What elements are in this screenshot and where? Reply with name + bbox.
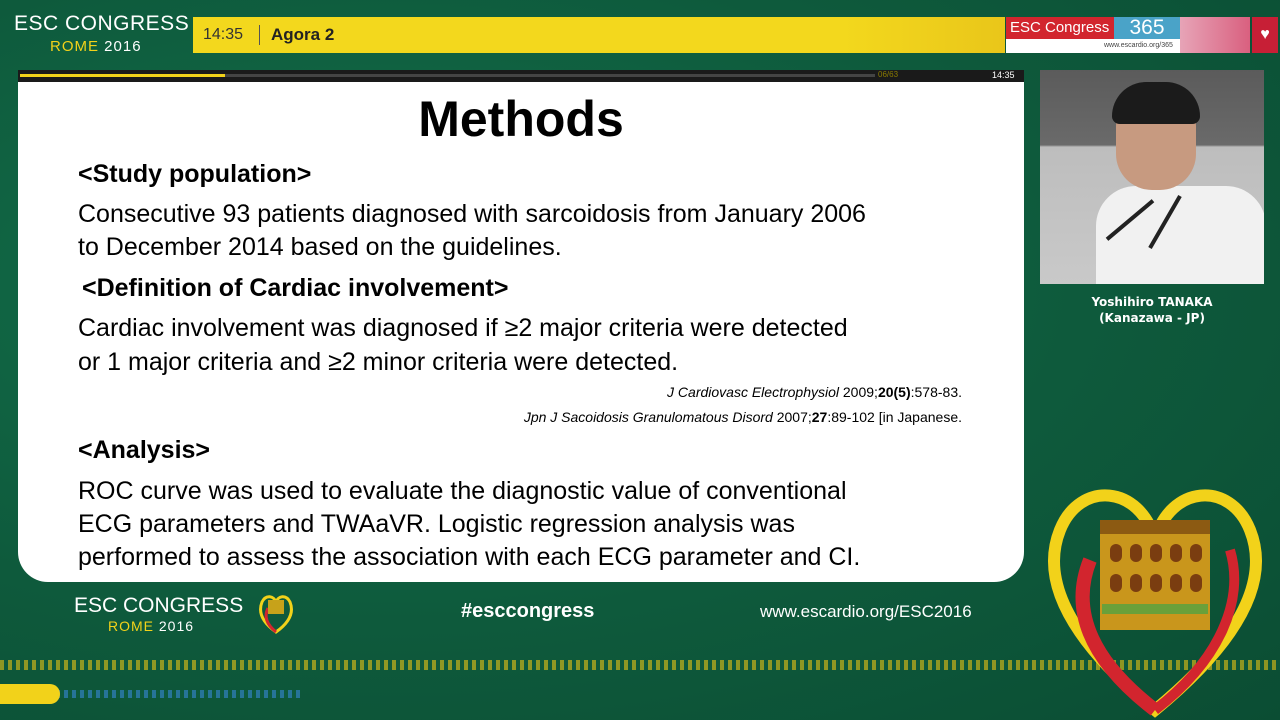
decorative-shape <box>0 684 60 704</box>
speaker-affiliation: (Kanazawa - JP) <box>1099 311 1205 325</box>
reference-2 <box>524 409 962 425</box>
congress365-number: 365 <box>1114 17 1180 39</box>
reference-year: 2007; <box>772 409 812 425</box>
footer-logo-rome: ROME <box>108 618 154 634</box>
session-room: Agora 2 <box>271 25 335 44</box>
slide-clock: 14:35 <box>992 70 1015 80</box>
footer-logo-year: 2016 <box>158 618 195 634</box>
speaker-hair <box>1112 82 1200 124</box>
logo-year: 2016 <box>104 38 142 55</box>
paragraph-line: or 1 major criteria and ≥2 minor criteria were detected. <box>78 348 679 376</box>
section-heading-cardiac-involvement: <Definition of Cardiac involvement> <box>82 274 509 302</box>
footer-logo-text: ESC CONGRESS <box>74 594 244 617</box>
decorative-band <box>1180 17 1250 53</box>
colosseum-emblem-icon <box>256 588 296 636</box>
section-heading-analysis: <Analysis> <box>78 436 211 464</box>
reference-volume: 27 <box>811 409 828 425</box>
speaker-body <box>1096 186 1264 284</box>
presentation-slide <box>18 70 1024 582</box>
paragraph-line: to December 2014 based on the guidelines. <box>78 233 562 261</box>
reference-journal: J Cardiovasc Electrophysiol <box>667 384 839 400</box>
slide-progress-bar <box>18 70 1024 82</box>
reference-pages: :578-83. <box>910 384 962 400</box>
session-bar <box>193 17 1005 53</box>
speaker-caption <box>1040 294 1264 326</box>
logo-subtext <box>50 38 142 55</box>
reference-year: 2009; <box>839 384 878 400</box>
slide-title: Methods <box>418 91 624 147</box>
hashtag: #esccongress <box>461 600 595 622</box>
speaker-name: Yoshihiro TANAKA <box>1091 295 1213 309</box>
congress365-logo <box>1006 17 1180 53</box>
logo-rome: ROME <box>50 38 99 55</box>
esc-congress-logo <box>0 0 190 60</box>
session-time: 14:35 <box>203 26 244 43</box>
congress365-label: ESC Congress <box>1006 17 1114 39</box>
progress-fill <box>20 74 225 77</box>
heart-logo-icon: ♥ <box>1252 17 1278 53</box>
congress365-url: www.escardio.org/365 <box>1104 42 1173 49</box>
paragraph-line: Cardiac involvement was diagnosed if ≥2 major criteria were detected <box>78 314 848 342</box>
speaker-video <box>1040 70 1264 284</box>
paragraph-line: ROC curve was used to evaluate the diagnostic value of conventional <box>78 477 847 505</box>
footer-logo-subtext <box>108 618 194 634</box>
logo-text: ESC CONGRESS <box>14 12 190 35</box>
paragraph-line: ECG parameters and TWAaVR. Logistic regression analysis was <box>78 510 795 538</box>
paragraph-line: Consecutive 93 patients diagnosed with sarcoidosis from January 2006 <box>78 200 866 228</box>
section-heading-study-population: <Study population> <box>78 160 312 188</box>
slide-count: 06/63 <box>878 70 899 79</box>
divider <box>259 25 260 45</box>
reference-volume: 20(5) <box>877 384 911 400</box>
colosseum-heart-decoration-icon <box>1030 460 1280 720</box>
reference-journal: Jpn J Sacoidosis Granulomatous Disord <box>523 409 773 425</box>
progress-track <box>225 74 875 77</box>
website-url: www.escardio.org/ESC2016 <box>760 602 972 621</box>
paragraph-line: performed to assess the association with each ECG parameter and CI. <box>78 543 861 571</box>
reference-pages: :89-102 [in Japanese. <box>827 409 962 425</box>
reference-1 <box>667 384 962 400</box>
